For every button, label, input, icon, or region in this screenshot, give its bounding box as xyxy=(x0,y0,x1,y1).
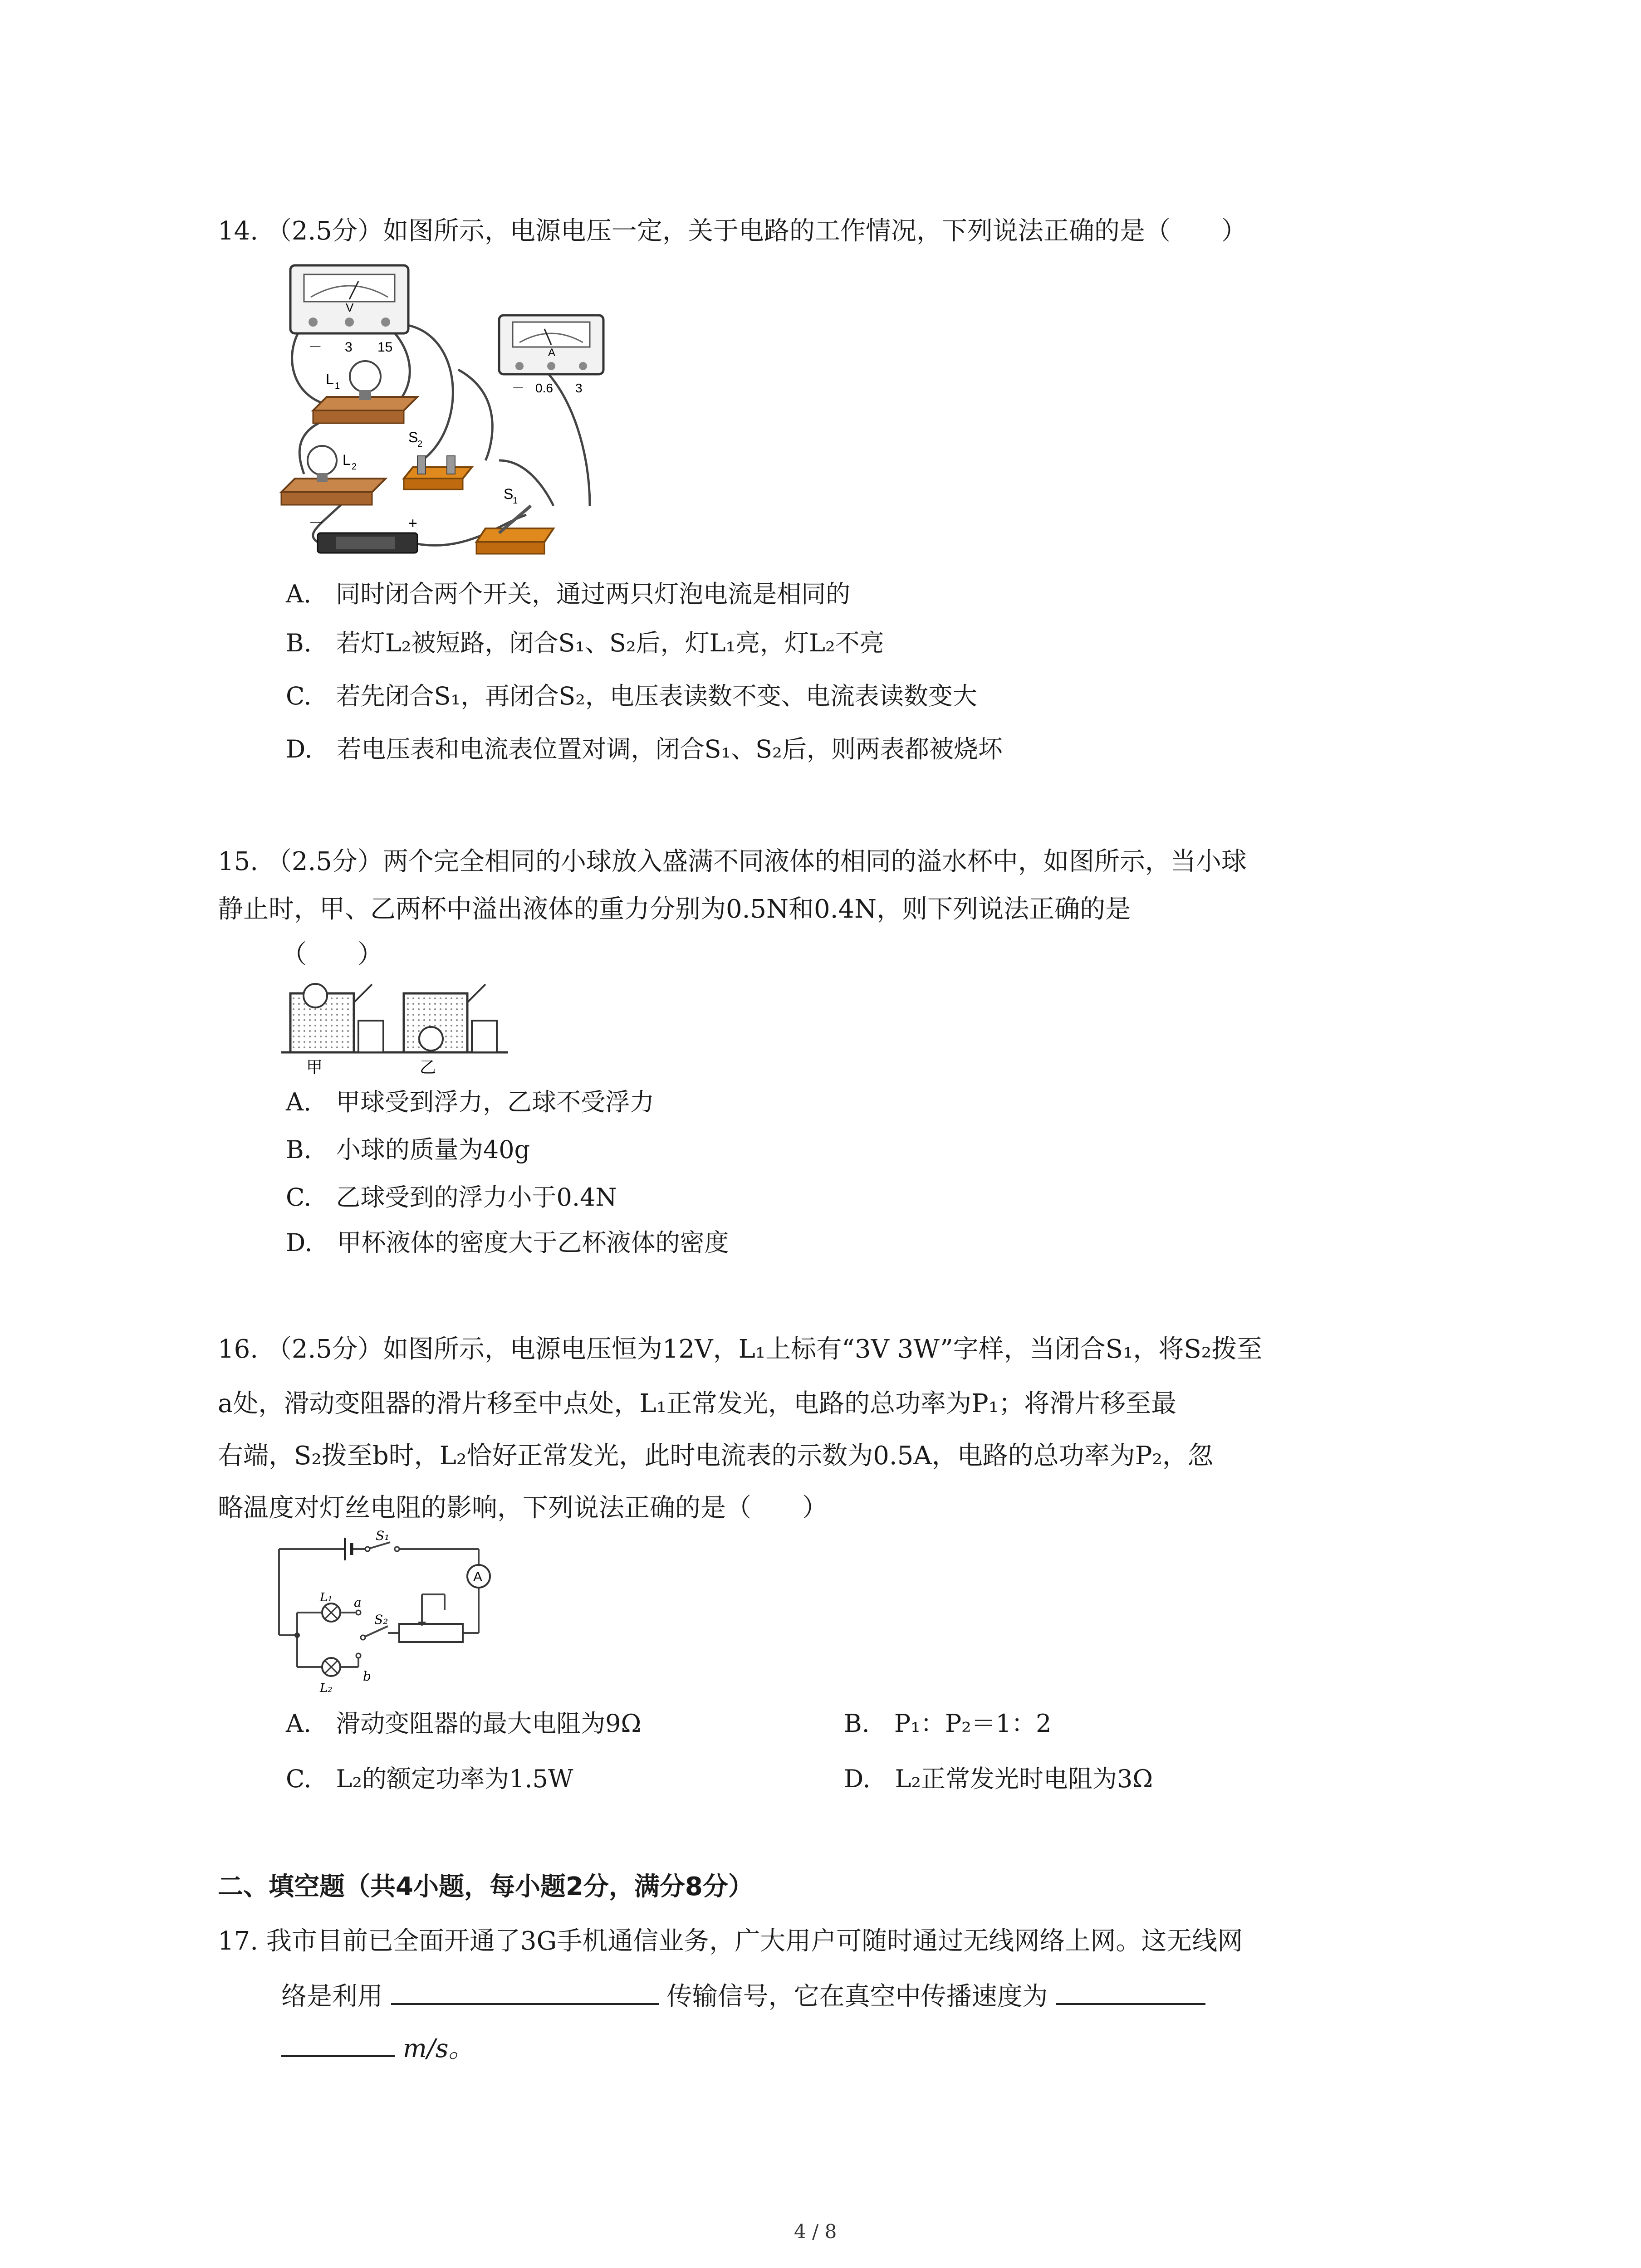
cup-label-yi: 乙 xyxy=(420,1058,436,1075)
q16-label-l1: L₁ xyxy=(320,1591,333,1604)
q15-cups-figure xyxy=(281,975,517,1075)
voltmeter xyxy=(290,265,408,355)
rheostat xyxy=(399,1624,463,1642)
q15-option-a[interactable]: A. 甲球受到浮力，乙球不受浮力 xyxy=(286,1088,655,1116)
q17-blank-2-part-1[interactable] xyxy=(1056,1978,1205,2005)
q17-blank-2-part-2[interactable] xyxy=(281,2030,395,2057)
lamp-l1-symbol xyxy=(322,1603,340,1622)
overflow-cup-jia xyxy=(290,984,383,1052)
q16-option-b[interactable]: B. P₁：P₂＝1：2 xyxy=(844,1709,1052,1738)
l2-label: L xyxy=(343,452,351,468)
voltmeter-scale-minus: － xyxy=(309,340,322,355)
q16-label-s1: S₁ xyxy=(376,1529,390,1543)
q17-line-3 xyxy=(281,2030,474,2067)
q15-option-c[interactable]: C. 乙球受到的浮力小于0.4N xyxy=(286,1183,617,1212)
s2-label: S xyxy=(408,429,418,445)
switch-s2 xyxy=(404,429,472,489)
overflow-cup-yi xyxy=(404,984,497,1052)
q17-line-2-part-a: 络是利用 xyxy=(281,1982,383,2011)
voltmeter-scale-15: 15 xyxy=(377,340,393,355)
ammeter-letter: A xyxy=(548,347,556,359)
q15-stem-line-2: 静止时，甲、乙两杯中溢出液体的重力分别为0.5N和0.4N，则下列说法正确的是 xyxy=(218,894,1131,924)
q16-ammeter-letter: A xyxy=(473,1569,483,1584)
voltmeter-scale-3: 3 xyxy=(345,340,353,355)
q16-option-d[interactable]: D. L₂正常发光时电阻为3Ω xyxy=(844,1765,1153,1793)
ammeter-scale-3: 3 xyxy=(575,381,583,395)
ammeter xyxy=(499,315,603,395)
q15-option-d[interactable]: D. 甲杯液体的密度大于乙杯液体的密度 xyxy=(286,1228,729,1257)
q17-line-1: 17. 我市目前已全面开通了3G手机通信业务，广大用户可随时通过无线网络上网。这无线网 xyxy=(218,1926,1243,1956)
q15-stem-line-3: （ ） xyxy=(281,940,383,969)
q14-stem: 14. （2.5分）如图所示，电源电压一定，关于电路的工作情况，下列说法正确的是（ ） xyxy=(218,216,1247,246)
q16-stem-line-4: 略温度对灯丝电阻的影响，下列说法正确的是（ ） xyxy=(218,1493,828,1523)
q14-option-d[interactable]: D. 若电压表和电流表位置对调，闭合S₁、S₂后，则两表都被烧坏 xyxy=(286,735,1003,763)
s1-sub: 1 xyxy=(513,496,518,506)
q14-option-a[interactable]: A. 同时闭合两个开关，通过两只灯泡电流是相同的 xyxy=(286,580,851,608)
q17-line-3-unit: m/s。 xyxy=(402,2034,474,2063)
q16-stem-line-1: 16. （2.5分）如图所示，电源电压恒为12V，L₁上标有“3V 3W”字样，当闭合S₁，将S₂拨至 xyxy=(218,1334,1263,1364)
q17-line-2-part-b: 传输信号，它在真空中传播速度为 xyxy=(666,1982,1048,2011)
q14-option-c[interactable]: C. 若先闭合S₁，再闭合S₂，电压表读数不变、电流表读数变大 xyxy=(286,682,977,710)
q14-circuit-figure xyxy=(272,261,635,565)
lamp-l2-symbol xyxy=(322,1658,340,1676)
ammeter-scale-06: 0.6 xyxy=(535,381,553,395)
s1-label: S xyxy=(504,486,514,502)
switch-s1 xyxy=(476,486,554,554)
q16-circuit-diagram xyxy=(272,1529,508,1701)
q15-stem-line-1: 15. （2.5分）两个完全相同的小球放入盛满不同液体的相同的溢水杯中，如图所示，当小球 xyxy=(218,847,1247,876)
q16-option-a[interactable]: A. 滑动变阻器的最大电阻为9Ω xyxy=(286,1709,642,1738)
page-number: 4 / 8 xyxy=(794,2220,837,2243)
l1-label: L xyxy=(326,371,334,387)
q16-label-l2: L₂ xyxy=(320,1681,333,1695)
q15-option-b[interactable]: B. 小球的质量为40g xyxy=(286,1135,530,1164)
battery-minus: － xyxy=(309,515,324,532)
q17-blank-1[interactable] xyxy=(391,1978,659,2005)
q14-option-b[interactable]: B. 若灯L₂被短路，闭合S₁、S₂后，灯L₁亮，灯L₂不亮 xyxy=(286,629,884,657)
cup-label-jia: 甲 xyxy=(306,1058,323,1075)
l1-sub: 1 xyxy=(335,381,340,391)
q17-line-2 xyxy=(281,1978,1205,2015)
s2-sub: 2 xyxy=(417,439,423,449)
battery-plus: + xyxy=(408,515,417,532)
lamp-l2 xyxy=(281,446,386,505)
q16-option-c[interactable]: C. L₂的额定功率为1.5W xyxy=(286,1765,573,1793)
section-2-title: 二、填空题（共4小题，每小题2分，满分8分） xyxy=(218,1872,754,1901)
q16-stem-line-2: a处，滑动变阻器的滑片移至中点处，L₁正常发光，电路的总功率为P₁；将滑片移至最 xyxy=(218,1389,1177,1418)
q16-label-s2: S₂ xyxy=(374,1612,388,1627)
voltmeter-letter: V xyxy=(346,301,354,314)
l2-sub: 2 xyxy=(352,462,357,472)
q16-stem-line-3: 右端，S₂拨至b时，L₂恰好正常发光，此时电流表的示数为0.5A，电路的总功率为P₂，忽 xyxy=(218,1441,1213,1471)
q16-label-a: a xyxy=(354,1595,362,1610)
q16-label-b: b xyxy=(363,1669,371,1684)
lamp-l1 xyxy=(313,361,417,423)
ammeter-scale-minus: － xyxy=(512,381,525,395)
